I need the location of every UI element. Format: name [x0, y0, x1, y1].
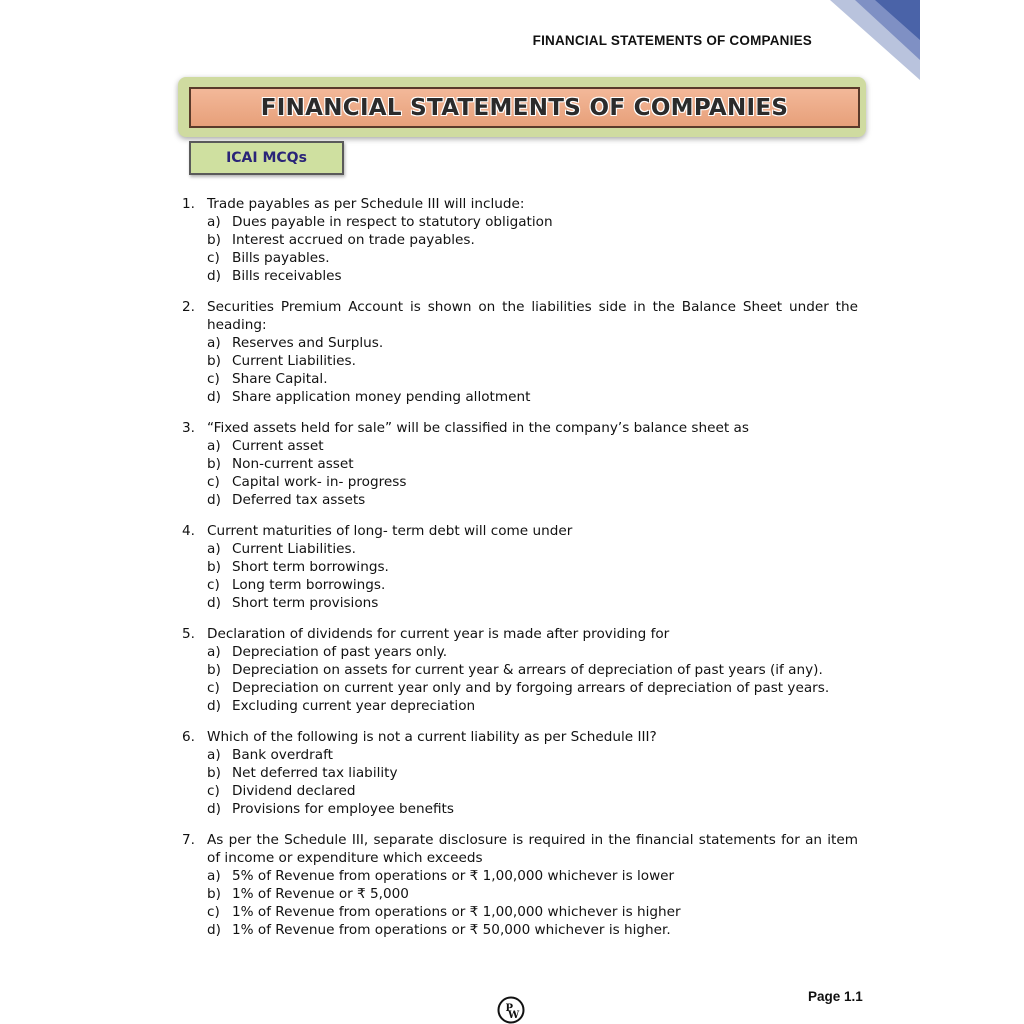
option-letter: b) [207, 353, 221, 369]
question-stem [182, 195, 858, 213]
answer-option [182, 334, 858, 352]
answer-option [182, 455, 858, 473]
answer-option [182, 800, 858, 818]
option-text: Long term borrowings. [232, 577, 386, 593]
svg-text:P: P [505, 1003, 514, 1014]
question-stem [182, 419, 858, 437]
question-text: Declaration of dividends for current year is made after providing for [207, 626, 670, 642]
option-text: 1% of Revenue from operations or ₹ 50,000 whichever is higher. [232, 922, 671, 938]
option-text: 1% of Revenue or ₹ 5,000 [232, 886, 409, 902]
option-letter: d) [207, 698, 221, 714]
option-text: Net deferred tax liability [232, 765, 398, 781]
question-text: Trade payables as per Schedule III will include: [207, 196, 525, 212]
question-number: 4. [182, 523, 195, 539]
option-text: 5% of Revenue from operations or ₹ 1,00,000 whichever is lower [232, 868, 675, 884]
question-text: Securities Premium Account is shown on the liabilities side in the Balance Sheet under the heading: [207, 299, 858, 333]
question-stem [182, 522, 858, 540]
answer-option [182, 921, 858, 939]
option-letter: b) [207, 559, 221, 575]
option-letter: b) [207, 232, 221, 248]
answer-option [182, 352, 858, 370]
question-text: As per the Schedule III, separate disclosure is required in the financial statements for an item of income or expenditure which exceeds [207, 832, 858, 866]
svg-text:W: W [508, 1010, 520, 1021]
option-text: Depreciation on current year only and by forgoing arrears of depreciation of past years. [232, 680, 830, 696]
option-text: Short term provisions [232, 595, 379, 611]
answer-option [182, 594, 858, 612]
option-letter: a) [207, 644, 221, 660]
question-stem [182, 625, 858, 643]
option-letter: d) [207, 492, 221, 508]
answer-option [182, 437, 858, 455]
question-stem [182, 298, 858, 334]
answer-option [182, 903, 858, 921]
option-letter: a) [207, 214, 221, 230]
option-text: Provisions for employee benefits [232, 801, 454, 817]
answer-option [182, 267, 858, 285]
question-number: 6. [182, 729, 195, 745]
option-letter: d) [207, 922, 221, 938]
answer-option [182, 388, 858, 406]
answer-option [182, 540, 858, 558]
page-title: FINANCIAL STATEMENTS OF COMPANIES [260, 94, 789, 121]
question-text: “Fixed assets held for sale” will be classified in the company’s balance sheet as [207, 420, 749, 436]
answer-option [182, 661, 858, 679]
answer-option [182, 213, 858, 231]
question-stem [182, 831, 858, 867]
option-text: Current asset [232, 438, 324, 454]
question-item [182, 195, 858, 285]
option-letter: d) [207, 389, 221, 405]
question-item [182, 831, 858, 939]
option-letter: b) [207, 765, 221, 781]
answer-option [182, 764, 858, 782]
option-text: Bills payables. [232, 250, 330, 266]
option-letter: a) [207, 541, 221, 557]
option-letter: c) [207, 250, 220, 266]
option-letter: a) [207, 868, 221, 884]
option-letter: d) [207, 268, 221, 284]
option-letter: b) [207, 456, 221, 472]
answer-option [182, 370, 858, 388]
question-number: 5. [182, 626, 195, 642]
answer-option [182, 643, 858, 661]
question-stem [182, 728, 858, 746]
option-text: Interest accrued on trade payables. [232, 232, 475, 248]
question-item [182, 728, 858, 818]
option-letter: c) [207, 577, 220, 593]
question-item [182, 625, 858, 715]
option-text: Reserves and Surplus. [232, 335, 384, 351]
answer-option [182, 491, 858, 509]
answer-option [182, 231, 858, 249]
option-text: Excluding current year depreciation [232, 698, 476, 714]
question-text: Current maturities of long- term debt will come under [207, 523, 573, 539]
option-text: Share application money pending allotment [232, 389, 531, 405]
option-letter: a) [207, 438, 221, 454]
option-text: Share Capital. [232, 371, 328, 387]
option-text: Deferred tax assets [232, 492, 366, 508]
option-text: Bank overdraft [232, 747, 333, 763]
title-box [189, 87, 860, 128]
question-number: 7. [182, 832, 195, 848]
option-text: Bills receivables [232, 268, 342, 284]
question-text: Which of the following is not a current liability as per Schedule III? [207, 729, 657, 745]
option-letter: c) [207, 371, 220, 387]
option-text: Current Liabilities. [232, 541, 356, 557]
question-item [182, 298, 858, 406]
option-text: Depreciation of past years only. [232, 644, 448, 660]
running-header: FINANCIAL STATEMENTS OF COMPANIES [532, 33, 812, 48]
option-letter: d) [207, 595, 221, 611]
option-text: Dues payable in respect to statutory obligation [232, 214, 553, 230]
section-tag [189, 141, 344, 175]
option-letter: a) [207, 335, 221, 351]
answer-option [182, 576, 858, 594]
question-number: 3. [182, 420, 195, 436]
answer-option [182, 885, 858, 903]
option-letter: c) [207, 680, 220, 696]
question-number: 2. [182, 299, 195, 315]
option-letter: b) [207, 662, 221, 678]
publisher-logo-icon [497, 996, 525, 1024]
option-text: Capital work- in- progress [232, 474, 407, 490]
option-text: Non-current asset [232, 456, 354, 472]
option-text: Short term borrowings. [232, 559, 389, 575]
question-number: 1. [182, 196, 195, 212]
option-text: Dividend declared [232, 783, 356, 799]
answer-option [182, 558, 858, 576]
option-text: 1% of Revenue from operations or ₹ 1,00,000 whichever is higher [232, 904, 681, 920]
answer-option [182, 473, 858, 491]
option-letter: b) [207, 886, 221, 902]
answer-option [182, 697, 858, 715]
answer-option [182, 249, 858, 267]
option-letter: c) [207, 474, 220, 490]
page-number: Page 1.1 [808, 989, 863, 1004]
option-text: Depreciation on assets for current year & arrears of depreciation of past years (if any). [232, 662, 823, 678]
option-text: Current Liabilities. [232, 353, 356, 369]
answer-option [182, 782, 858, 800]
question-list [182, 195, 858, 952]
option-letter: d) [207, 801, 221, 817]
option-letter: c) [207, 904, 220, 920]
corner-decoration [830, 0, 920, 80]
question-item [182, 522, 858, 612]
title-banner [178, 77, 866, 137]
answer-option [182, 746, 858, 764]
option-letter: c) [207, 783, 220, 799]
section-tag-label: ICAI MCQs [226, 150, 307, 166]
question-item [182, 419, 858, 509]
answer-option [182, 679, 858, 697]
answer-option [182, 867, 858, 885]
option-letter: a) [207, 747, 221, 763]
